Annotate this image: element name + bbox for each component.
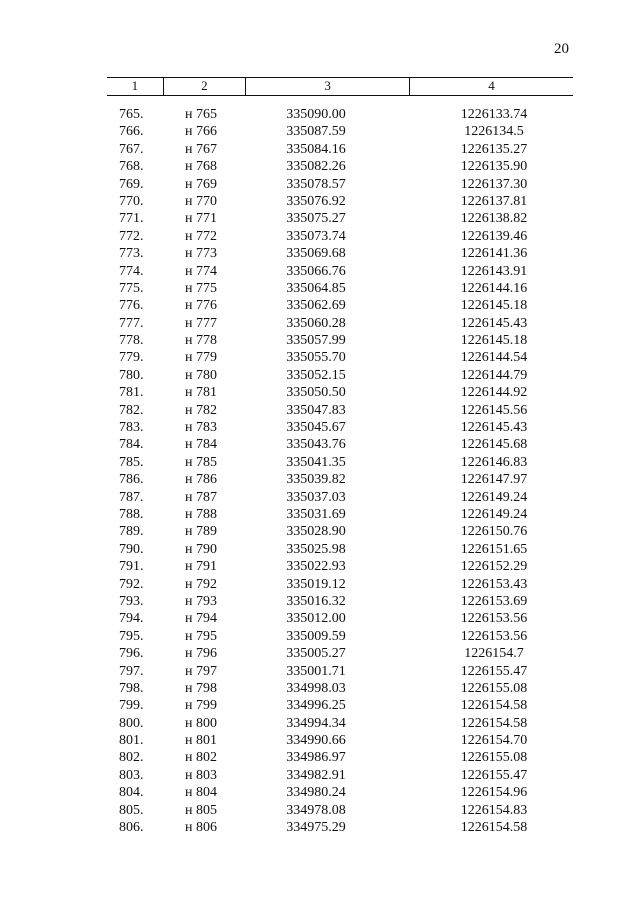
row-index-cell: 765. (119, 107, 144, 122)
point-name-cell: н 785 (185, 454, 217, 470)
row-index-cell: 784. (119, 437, 144, 453)
point-name-cell: н 789 (185, 524, 217, 540)
y-coordinate-cell: 1226155.47 (460, 767, 528, 783)
row-index-cell: 779. (119, 350, 144, 366)
x-coordinate-cell: 335012.00 (286, 611, 346, 627)
row-index-cell: 791. (119, 559, 144, 575)
point-name-cell: н 772 (185, 228, 217, 244)
y-coordinate-cell: 1226152.29 (460, 559, 528, 575)
y-coordinate-cell: 1226151.65 (460, 541, 528, 557)
table-row (107, 663, 573, 680)
point-name-cell: н 791 (185, 559, 217, 575)
y-coordinate-cell: 1226147.97 (460, 472, 528, 488)
x-coordinate-cell: 335073.74 (286, 228, 346, 244)
table-row (107, 558, 573, 575)
x-coordinate-cell: 335055.70 (286, 350, 346, 366)
y-coordinate-cell: 1226145.18 (460, 298, 528, 314)
row-index-cell: 766. (119, 124, 144, 140)
y-coordinate-cell: 1226154.70 (460, 733, 528, 749)
point-name-cell: н 781 (185, 385, 217, 401)
table-row (107, 767, 573, 784)
row-index-cell: 769. (119, 176, 144, 192)
y-coordinate-cell: 1226135.27 (460, 141, 528, 157)
point-name-cell: н 783 (185, 420, 217, 436)
x-coordinate-cell: 335005.27 (286, 646, 346, 662)
row-index-cell: 773. (119, 246, 144, 262)
point-name-cell: н 792 (185, 576, 217, 592)
table-row (107, 297, 573, 314)
table-row (107, 628, 573, 645)
table-row (107, 402, 573, 419)
y-coordinate-cell: 1226150.76 (460, 524, 528, 540)
y-coordinate-cell: 1226153.69 (460, 593, 528, 609)
table-row (107, 645, 573, 662)
x-coordinate-cell: 334975.29 (286, 820, 346, 836)
table-row (107, 454, 573, 471)
y-coordinate-cell: 1226154.96 (460, 785, 528, 801)
x-coordinate-cell: 335078.57 (286, 176, 346, 192)
point-name-cell: н 798 (185, 680, 217, 696)
y-coordinate-cell: 1226145.56 (460, 402, 528, 418)
column-header-1: 1 (131, 78, 139, 93)
y-coordinate-cell: 1226141.36 (460, 246, 528, 262)
point-name-cell: н 797 (185, 663, 217, 679)
table-row (107, 436, 573, 453)
table-row (107, 141, 573, 158)
row-index-cell: 785. (119, 454, 144, 470)
point-name-cell: н 793 (185, 593, 217, 609)
row-index-cell: 767. (119, 141, 144, 157)
point-name-cell: н 803 (185, 767, 217, 783)
point-name-cell: н 794 (185, 611, 217, 627)
x-coordinate-cell: 335066.76 (286, 263, 346, 279)
table-row (107, 471, 573, 488)
table-row (107, 315, 573, 332)
x-coordinate-cell: 334978.08 (286, 802, 346, 818)
y-coordinate-cell: 1226143.91 (460, 263, 528, 279)
point-name-cell: н 777 (185, 315, 217, 331)
x-coordinate-cell: 335037.03 (286, 489, 346, 505)
point-name-cell: н 778 (185, 333, 217, 349)
table-row (107, 506, 573, 523)
x-coordinate-cell: 335082.26 (286, 159, 346, 175)
row-index-cell: 792. (119, 576, 144, 592)
y-coordinate-cell: 1226145.43 (460, 420, 528, 436)
x-coordinate-cell: 335075.27 (286, 211, 346, 227)
y-coordinate-cell: 1226153.43 (460, 576, 528, 592)
point-name-cell: н 795 (185, 628, 217, 644)
row-index-cell: 775. (119, 280, 144, 296)
row-index-cell: 781. (119, 385, 144, 401)
table-row (107, 749, 573, 766)
y-coordinate-cell: 1226137.81 (460, 193, 528, 209)
column-header-3: 3 (245, 78, 409, 95)
y-coordinate-cell: 1226155.47 (460, 663, 528, 679)
y-coordinate-cell: 1226144.54 (460, 350, 528, 366)
x-coordinate-cell: 335031.69 (286, 506, 346, 522)
y-coordinate-cell: 1226146.83 (460, 454, 528, 470)
row-index-cell: 787. (119, 489, 144, 505)
x-coordinate-cell: 334982.91 (286, 767, 346, 783)
table-row (107, 106, 573, 123)
x-coordinate-cell: 334980.24 (286, 785, 346, 801)
x-coordinate-cell: 335050.50 (286, 385, 346, 401)
point-name-cell: н 771 (185, 211, 217, 227)
point-name-cell: н 779 (185, 350, 217, 366)
point-name-cell: н 804 (185, 785, 217, 801)
table-row (107, 245, 573, 262)
row-index-cell: 804. (119, 785, 144, 801)
table-row (107, 732, 573, 749)
point-name-cell: н 801 (185, 733, 217, 749)
x-coordinate-cell: 335052.15 (286, 367, 346, 383)
x-coordinate-cell: 335041.35 (286, 454, 346, 470)
point-name-cell: н 770 (185, 193, 217, 209)
y-coordinate-cell: 1226154.83 (460, 802, 528, 818)
row-index-cell: 783. (119, 420, 144, 436)
row-index-cell: 797. (119, 663, 144, 679)
table-row (107, 384, 573, 401)
x-coordinate-cell: 335022.93 (286, 559, 346, 575)
y-coordinate-cell: 1226135.90 (460, 159, 528, 175)
x-coordinate-cell: 335076.92 (286, 193, 346, 209)
point-name-cell: н 805 (185, 802, 217, 818)
point-name-cell: н 773 (185, 246, 217, 262)
x-coordinate-cell: 334998.03 (286, 680, 346, 696)
point-name-cell: н 768 (185, 159, 217, 175)
x-coordinate-cell: 334996.25 (286, 698, 346, 714)
point-name-cell: н 790 (185, 541, 217, 557)
x-coordinate-cell: 335047.83 (286, 402, 346, 418)
table-row (107, 489, 573, 506)
table-row (107, 610, 573, 627)
x-coordinate-cell: 335087.59 (286, 124, 346, 140)
row-index-cell: 790. (119, 541, 144, 557)
point-name-cell: н 775 (185, 280, 217, 296)
x-coordinate-cell: 334986.97 (286, 750, 346, 766)
point-name-cell: н 767 (185, 141, 217, 157)
table-row (107, 419, 573, 436)
y-coordinate-cell: 1226155.08 (460, 680, 528, 696)
row-index-cell: 806. (119, 820, 144, 836)
x-coordinate-cell: 335060.28 (286, 315, 346, 331)
row-index-cell: 793. (119, 593, 144, 609)
row-index-cell: 786. (119, 472, 144, 488)
table-row (107, 802, 573, 819)
point-name-cell: н 782 (185, 402, 217, 418)
table-row (107, 784, 573, 801)
column-header-4: 4 (409, 78, 573, 95)
column-header-2: 2 (163, 78, 245, 95)
row-index-cell: 772. (119, 228, 144, 244)
y-coordinate-cell: 1226154.58 (460, 698, 528, 714)
table-row (107, 349, 573, 366)
x-coordinate-cell: 335025.98 (286, 541, 346, 557)
row-index-cell: 780. (119, 367, 144, 383)
row-index-cell: 768. (119, 159, 144, 175)
row-index-cell: 770. (119, 193, 144, 209)
point-name-cell: н 766 (185, 124, 217, 140)
point-name-cell: н 802 (185, 750, 217, 766)
x-coordinate-cell: 335062.69 (286, 298, 346, 314)
y-coordinate-cell: 1226153.56 (460, 628, 528, 644)
point-name-cell: н 784 (185, 437, 217, 453)
x-coordinate-cell: 334994.34 (286, 715, 346, 731)
row-index-cell: 801. (119, 733, 144, 749)
row-index-cell: 777. (119, 315, 144, 331)
row-index-cell: 795. (119, 628, 144, 644)
x-coordinate-cell: 334990.66 (286, 733, 346, 749)
table-body (107, 106, 573, 836)
row-index-cell: 796. (119, 646, 144, 662)
table-row (107, 193, 573, 210)
row-index-cell: 776. (119, 298, 144, 314)
row-index-cell: 805. (119, 802, 144, 818)
table-row (107, 541, 573, 558)
y-coordinate-cell: 1226145.68 (460, 437, 528, 453)
row-index-cell: 789. (119, 524, 144, 540)
table-row (107, 367, 573, 384)
y-coordinate-cell: 1226153.56 (460, 611, 528, 627)
table-row (107, 210, 573, 227)
table-row (107, 332, 573, 349)
point-name-cell: н 788 (185, 506, 217, 522)
row-index-cell: 803. (119, 767, 144, 783)
y-coordinate-cell: 1226144.92 (460, 385, 528, 401)
table-row (107, 176, 573, 193)
y-coordinate-cell: 1226137.30 (460, 176, 528, 192)
y-coordinate-cell: 1226133.74 (460, 107, 528, 122)
row-index-cell: 794. (119, 611, 144, 627)
x-coordinate-cell: 335043.76 (286, 437, 346, 453)
x-coordinate-cell: 335019.12 (286, 576, 346, 592)
table-row (107, 680, 573, 697)
page-number: 20 (554, 41, 569, 57)
table-row (107, 123, 573, 140)
y-coordinate-cell: 1226134.5 (464, 124, 524, 140)
table-row (107, 523, 573, 540)
x-coordinate-cell: 335084.16 (286, 141, 346, 157)
y-coordinate-cell: 1226154.58 (460, 715, 528, 731)
row-index-cell: 799. (119, 698, 144, 714)
point-name-cell: н 796 (185, 646, 217, 662)
x-coordinate-cell: 335069.68 (286, 246, 346, 262)
y-coordinate-cell: 1226149.24 (460, 506, 528, 522)
y-coordinate-cell: 1226138.82 (460, 211, 528, 227)
table-row (107, 576, 573, 593)
y-coordinate-cell: 1226144.16 (460, 280, 528, 296)
row-index-cell: 788. (119, 506, 144, 522)
point-name-cell: н 786 (185, 472, 217, 488)
table-row (107, 263, 573, 280)
row-index-cell: 798. (119, 680, 144, 696)
x-coordinate-cell: 335057.99 (286, 333, 346, 349)
row-index-cell: 800. (119, 715, 144, 731)
point-name-cell: н 799 (185, 698, 217, 714)
x-coordinate-cell: 335009.59 (286, 628, 346, 644)
x-coordinate-cell: 335090.00 (286, 107, 346, 122)
table-row (107, 819, 573, 836)
point-name-cell: н 800 (185, 715, 217, 731)
x-coordinate-cell: 335039.82 (286, 472, 346, 488)
y-coordinate-cell: 1226139.46 (460, 228, 528, 244)
point-name-cell: н 769 (185, 176, 217, 192)
x-coordinate-cell: 335064.85 (286, 280, 346, 296)
coordinates-table (107, 77, 573, 836)
x-coordinate-cell: 335016.32 (286, 593, 346, 609)
table-row (107, 158, 573, 175)
point-name-cell: н 806 (185, 820, 217, 836)
x-coordinate-cell: 335028.90 (286, 524, 346, 540)
point-name-cell: н 774 (185, 263, 217, 279)
table-row (107, 715, 573, 732)
x-coordinate-cell: 335001.71 (286, 663, 346, 679)
row-index-cell: 782. (119, 402, 144, 418)
point-name-cell: н 787 (185, 489, 217, 505)
x-coordinate-cell: 335045.67 (286, 420, 346, 436)
table-row (107, 280, 573, 297)
row-index-cell: 771. (119, 211, 144, 227)
table-header (107, 77, 573, 96)
y-coordinate-cell: 1226155.08 (460, 750, 528, 766)
row-index-cell: 802. (119, 750, 144, 766)
table-row (107, 593, 573, 610)
y-coordinate-cell: 1226145.43 (460, 315, 528, 331)
y-coordinate-cell: 1226149.24 (460, 489, 528, 505)
point-name-cell: н 780 (185, 367, 217, 383)
table-row (107, 228, 573, 245)
table-row (107, 697, 573, 714)
row-index-cell: 774. (119, 263, 144, 279)
y-coordinate-cell: 1226154.7 (464, 646, 524, 662)
y-coordinate-cell: 1226144.79 (460, 367, 528, 383)
y-coordinate-cell: 1226145.18 (460, 333, 528, 349)
row-index-cell: 778. (119, 333, 144, 349)
point-name-cell: н 765 (185, 107, 217, 122)
y-coordinate-cell: 1226154.58 (460, 820, 528, 836)
point-name-cell: н 776 (185, 298, 217, 314)
